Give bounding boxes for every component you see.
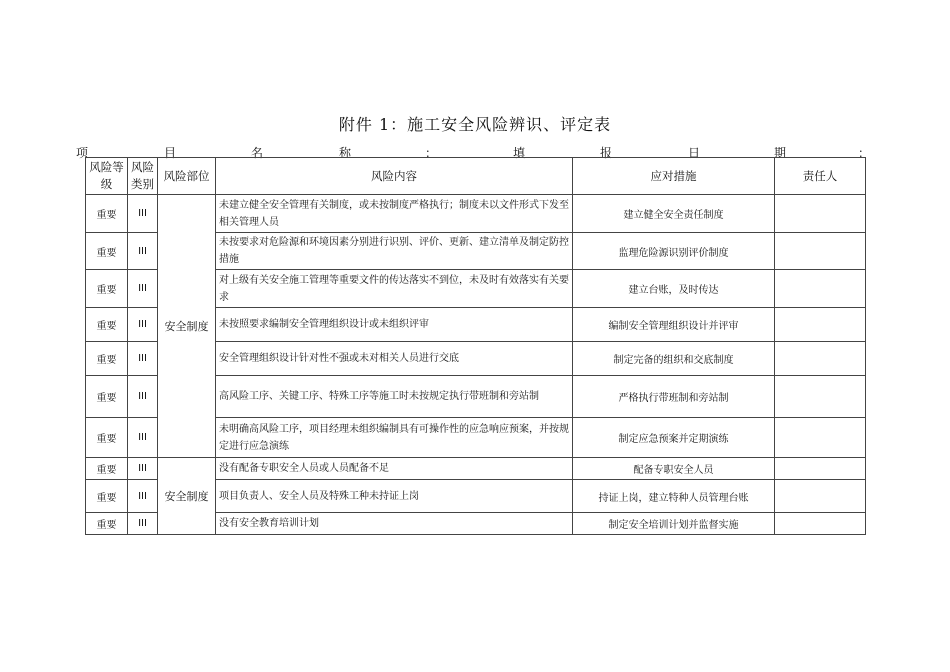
risk-level-cell: 重要 (86, 513, 128, 535)
header-risk-part: 风险部位 (158, 158, 216, 195)
risk-level-cell: 重要 (86, 418, 128, 458)
risk-category-cell: III (128, 342, 158, 376)
measure-cell: 建立健全安全责任制度 (573, 195, 775, 233)
owner-cell (775, 376, 866, 418)
table-row (86, 195, 866, 233)
risk-content-cell: 安全管理组织设计针对性不强或未对相关人员进行交底 (216, 342, 573, 376)
measure-cell: 严格执行带班制和旁站制 (573, 376, 775, 418)
owner-cell (775, 270, 866, 308)
risk-level-cell: 重要 (86, 270, 128, 308)
risk-content-cell: 对上级有关安全施工管理等重要文件的传达落实不到位，未及时有效落实有关要求 (216, 270, 573, 308)
meta-char: 填 (513, 146, 526, 160)
meta-char: 项 (76, 146, 89, 160)
risk-category-cell: III (128, 418, 158, 458)
owner-cell (775, 195, 866, 233)
risk-content-cell: 未建立健全安全管理有关制度，或未按制度严格执行；制度未以文件形式下发至相关管理人员 (216, 195, 573, 233)
risk-category-cell: III (128, 376, 158, 418)
risk-category-cell: III (128, 458, 158, 480)
measure-cell: 监理危险源识别评价制度 (573, 233, 775, 270)
risk-level-cell: 重要 (86, 376, 128, 418)
risk-category-cell: III (128, 308, 158, 342)
risk-content-cell: 没有安全教育培训计划 (216, 513, 573, 535)
risk-level-cell: 重要 (86, 308, 128, 342)
risk-content-cell: 未明确高风险工序，项目经理未组织编制具有可操作性的应急响应预案，并按规定进行应急演练 (216, 418, 573, 458)
meta-char: 目 (164, 146, 177, 160)
measure-cell: 配备专职安全人员 (573, 458, 775, 480)
risk-category-cell: III (128, 480, 158, 513)
risk-part-cell: 安全制度 (158, 458, 216, 535)
meta-char: 报 (600, 146, 613, 160)
owner-cell (775, 233, 866, 270)
header-risk-content: 风险内容 (216, 158, 573, 195)
owner-cell (775, 458, 866, 480)
meta-char: 名 (251, 146, 264, 160)
risk-content-cell: 高风险工序、关键工序、特殊工序等施工时未按规定执行带班制和旁站制 (216, 376, 573, 418)
measure-cell: 持证上岗，建立特种人员管理台账 (573, 480, 775, 513)
measure-cell: 制定完备的组织和交底制度 (573, 342, 775, 376)
risk-category-cell: III (128, 195, 158, 233)
header-risk-category: 风险类别 (128, 158, 158, 195)
meta-char: 日 (688, 146, 701, 160)
risk-level-cell: 重要 (86, 458, 128, 480)
measure-cell: 制定安全培训计划并监督实施 (573, 513, 775, 535)
header-risk-level: 风险等级 (86, 158, 128, 195)
risk-content-cell: 未按要求对危险源和环境因素分别进行识别、评价、更新、建立清单及制定防控措施 (216, 233, 573, 270)
risk-content-cell: 项目负责人、安全人员及特殊工种未持证上岗 (216, 480, 573, 513)
measure-cell: 制定应急预案并定期演练 (573, 418, 775, 458)
risk-table (85, 157, 866, 535)
header-owner: 责任人 (775, 158, 866, 195)
owner-cell (775, 308, 866, 342)
risk-content-cell: 未按照要求编制安全管理组织设计或未组织评审 (216, 308, 573, 342)
risk-level-cell: 重要 (86, 480, 128, 513)
page-title: 附件 1：施工安全风险辨识、评定表 (338, 115, 612, 134)
meta-char: ： (858, 146, 871, 160)
owner-cell (775, 342, 866, 376)
meta-char: ： (425, 146, 438, 160)
measure-cell: 编制安全管理组织设计并评审 (573, 308, 775, 342)
table-row (86, 458, 866, 480)
risk-level-cell: 重要 (86, 233, 128, 270)
owner-cell (775, 418, 866, 458)
owner-cell (775, 480, 866, 513)
header-measure: 应对措施 (573, 158, 775, 195)
risk-category-cell: III (128, 233, 158, 270)
meta-char: 称 (339, 146, 352, 160)
risk-part-cell: 安全制度 (158, 195, 216, 458)
risk-level-cell: 重要 (86, 195, 128, 233)
risk-category-cell: III (128, 270, 158, 308)
risk-level-cell: 重要 (86, 342, 128, 376)
meta-char: 期 (774, 146, 787, 160)
risk-content-cell: 没有配备专职安全人员或人员配备不足 (216, 458, 573, 480)
owner-cell (775, 513, 866, 535)
measure-cell: 建立台账，及时传达 (573, 270, 775, 308)
risk-category-cell: III (128, 513, 158, 535)
